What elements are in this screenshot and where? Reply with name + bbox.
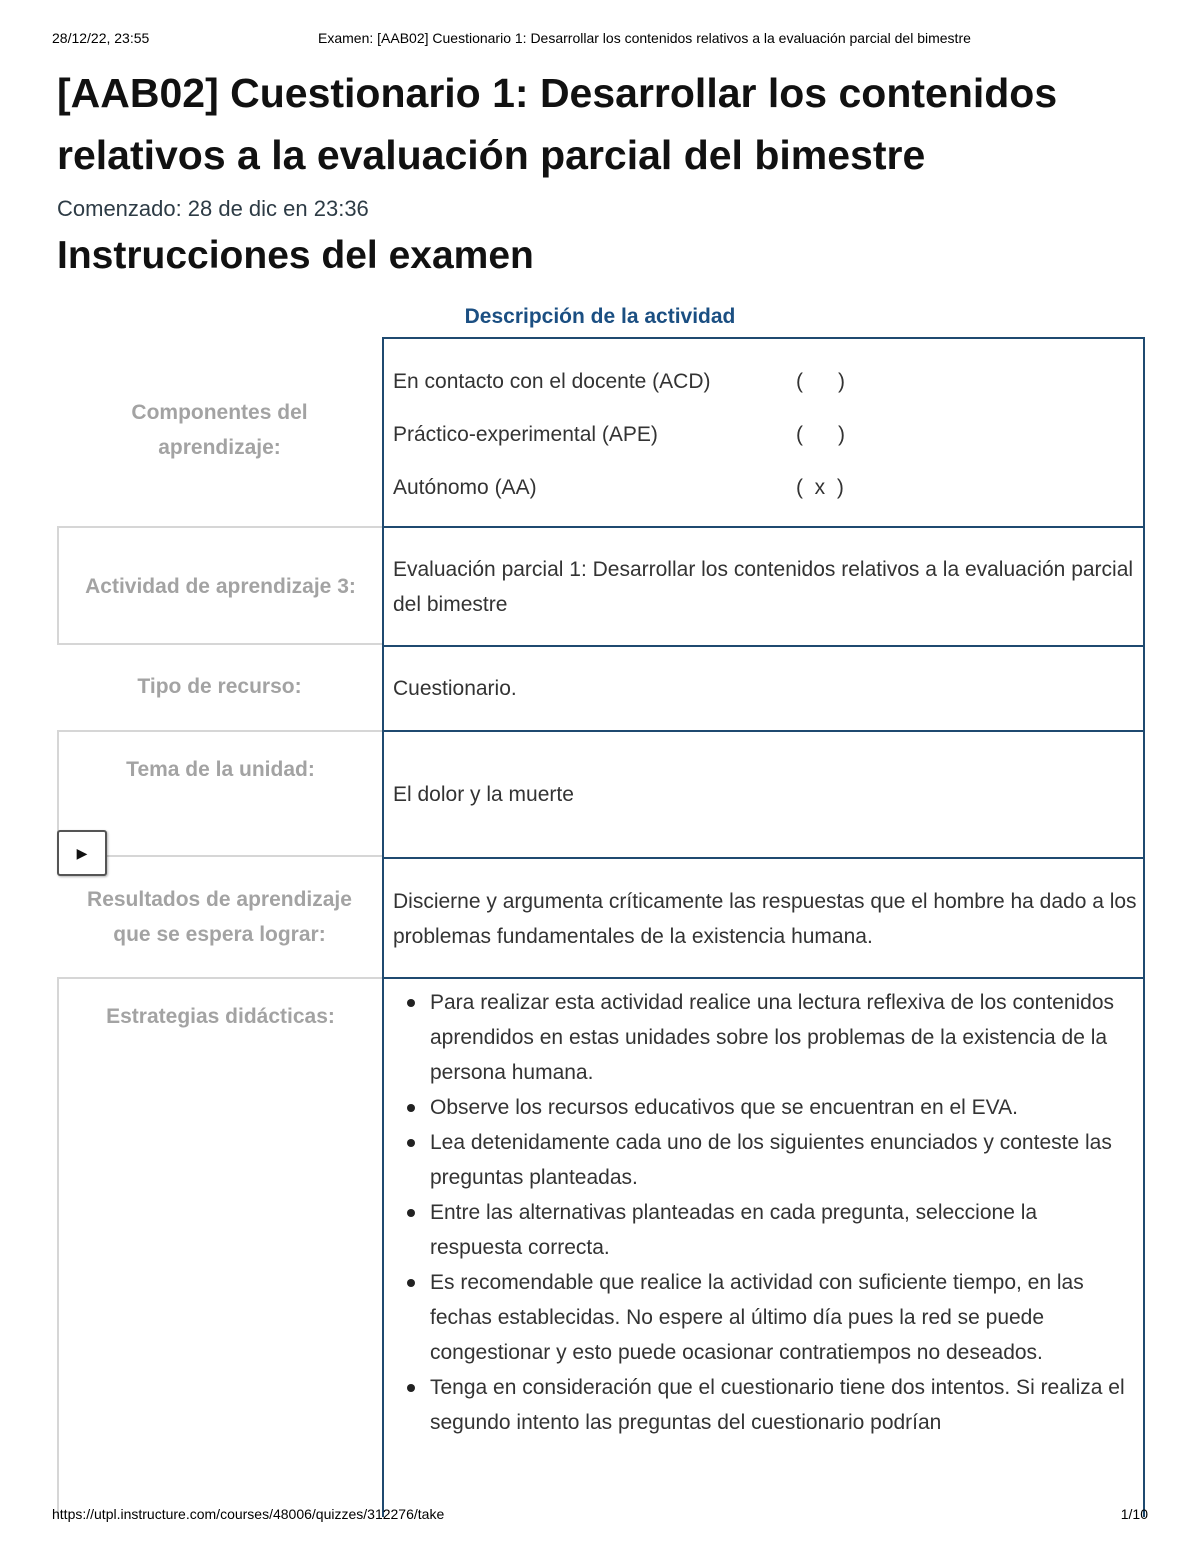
activity-value: Evaluación parcial 1: Desarrollar los contenidos relativos a la evaluación parcial del bimestre [382, 526, 1145, 645]
play-button[interactable] [57, 830, 107, 876]
activity-label: Actividad de aprendizaje 3: [57, 526, 382, 645]
component-name: Práctico-experimental (APE) [393, 423, 658, 446]
list-item: Lea detenidamente cada uno de los siguientes enunciados y conteste las preguntas planteadas. [430, 1125, 1143, 1195]
play-icon: ▶ [76, 844, 88, 861]
started-label: Comenzado: [57, 196, 182, 221]
table-row-topic [57, 730, 1145, 857]
resource-type-value: Cuestionario. [382, 645, 1145, 730]
print-footer [52, 1506, 1148, 1526]
results-value: Discierne y argumenta críticamente las respuestas que el hombre ha dado a los problemas fundamentales de la existencia humana. [382, 857, 1145, 977]
list-item: Es recomendable que realice la actividad con suficiente tiempo, en las fechas establecidas. No espere al último día pues la red se puede congestionar y esto puede ocasionar contratiempos no deseados. [430, 1265, 1143, 1370]
component-item [393, 355, 1143, 408]
table-row-activity [57, 526, 1145, 645]
strategies-value [382, 977, 1145, 1517]
print-header [52, 30, 1148, 50]
list-item: Para realizar esta actividad realice una lectura reflexiva de los contenidos aprendidos en estas unidades sobre los problemas de la existencia de la persona humana. [430, 985, 1143, 1090]
list-item: Entre las alternativas planteadas en cada pregunta, seleccione la respuesta correcta. [430, 1195, 1143, 1265]
started-info [57, 196, 375, 222]
strategies-label: Estrategias didácticas: [57, 977, 382, 1517]
component-item [393, 461, 1143, 514]
print-page-number: 1/10 [1120, 1506, 1148, 1522]
activity-table [57, 337, 1145, 1507]
results-label: Resultados de aprendizaje que se espera lograr: [87, 888, 352, 946]
table-row-results [57, 857, 1145, 977]
print-url: https://utpl.instructure.com/courses/48006/quizzes/312276/take [52, 1506, 445, 1522]
list-item: Tenga en consideración que el cuestionario tiene dos intentos. Si realiza el segundo intento las preguntas del cuestionario podrían [430, 1370, 1143, 1440]
started-value: 28 de dic en 23:36 [187, 196, 369, 221]
list-item: Observe los recursos educativos que se encuentran en el EVA. [430, 1090, 1143, 1125]
table-row-strategies [57, 977, 1145, 1517]
component-name: Autónomo (AA) [393, 476, 537, 499]
component-mark: ( x ) [796, 476, 844, 499]
activity-description-title: Descripción de la actividad [464, 305, 736, 328]
table-row-components [57, 337, 1145, 526]
print-date: 28/12/22, 23:55 [52, 30, 150, 46]
component-mark: ( ) [796, 423, 845, 446]
topic-value: El dolor y la muerte [382, 730, 1145, 857]
instructions-heading: Instrucciones del examen [57, 234, 534, 277]
component-item [393, 408, 1143, 461]
strategies-list [393, 985, 1143, 1440]
component-mark: ( ) [796, 370, 845, 393]
resource-type-label: Tipo de recurso: [137, 675, 302, 698]
quiz-title: [AAB02] Cuestionario 1: Desarrollar los contenidos relativos a la evaluación parcial del bimestre [57, 70, 1058, 178]
components-value [382, 337, 1145, 526]
topic-label: Tema de la unidad: [57, 730, 382, 857]
components-label: Componentes del aprendizaje: [131, 401, 308, 459]
table-row-resource [57, 645, 1145, 730]
component-name: En contacto con el docente (ACD) [393, 370, 711, 393]
print-page-title: Examen: [AAB02] Cuestionario 1: Desarrollar los contenidos relativos a la evaluación parcial del bimestre [318, 30, 971, 46]
